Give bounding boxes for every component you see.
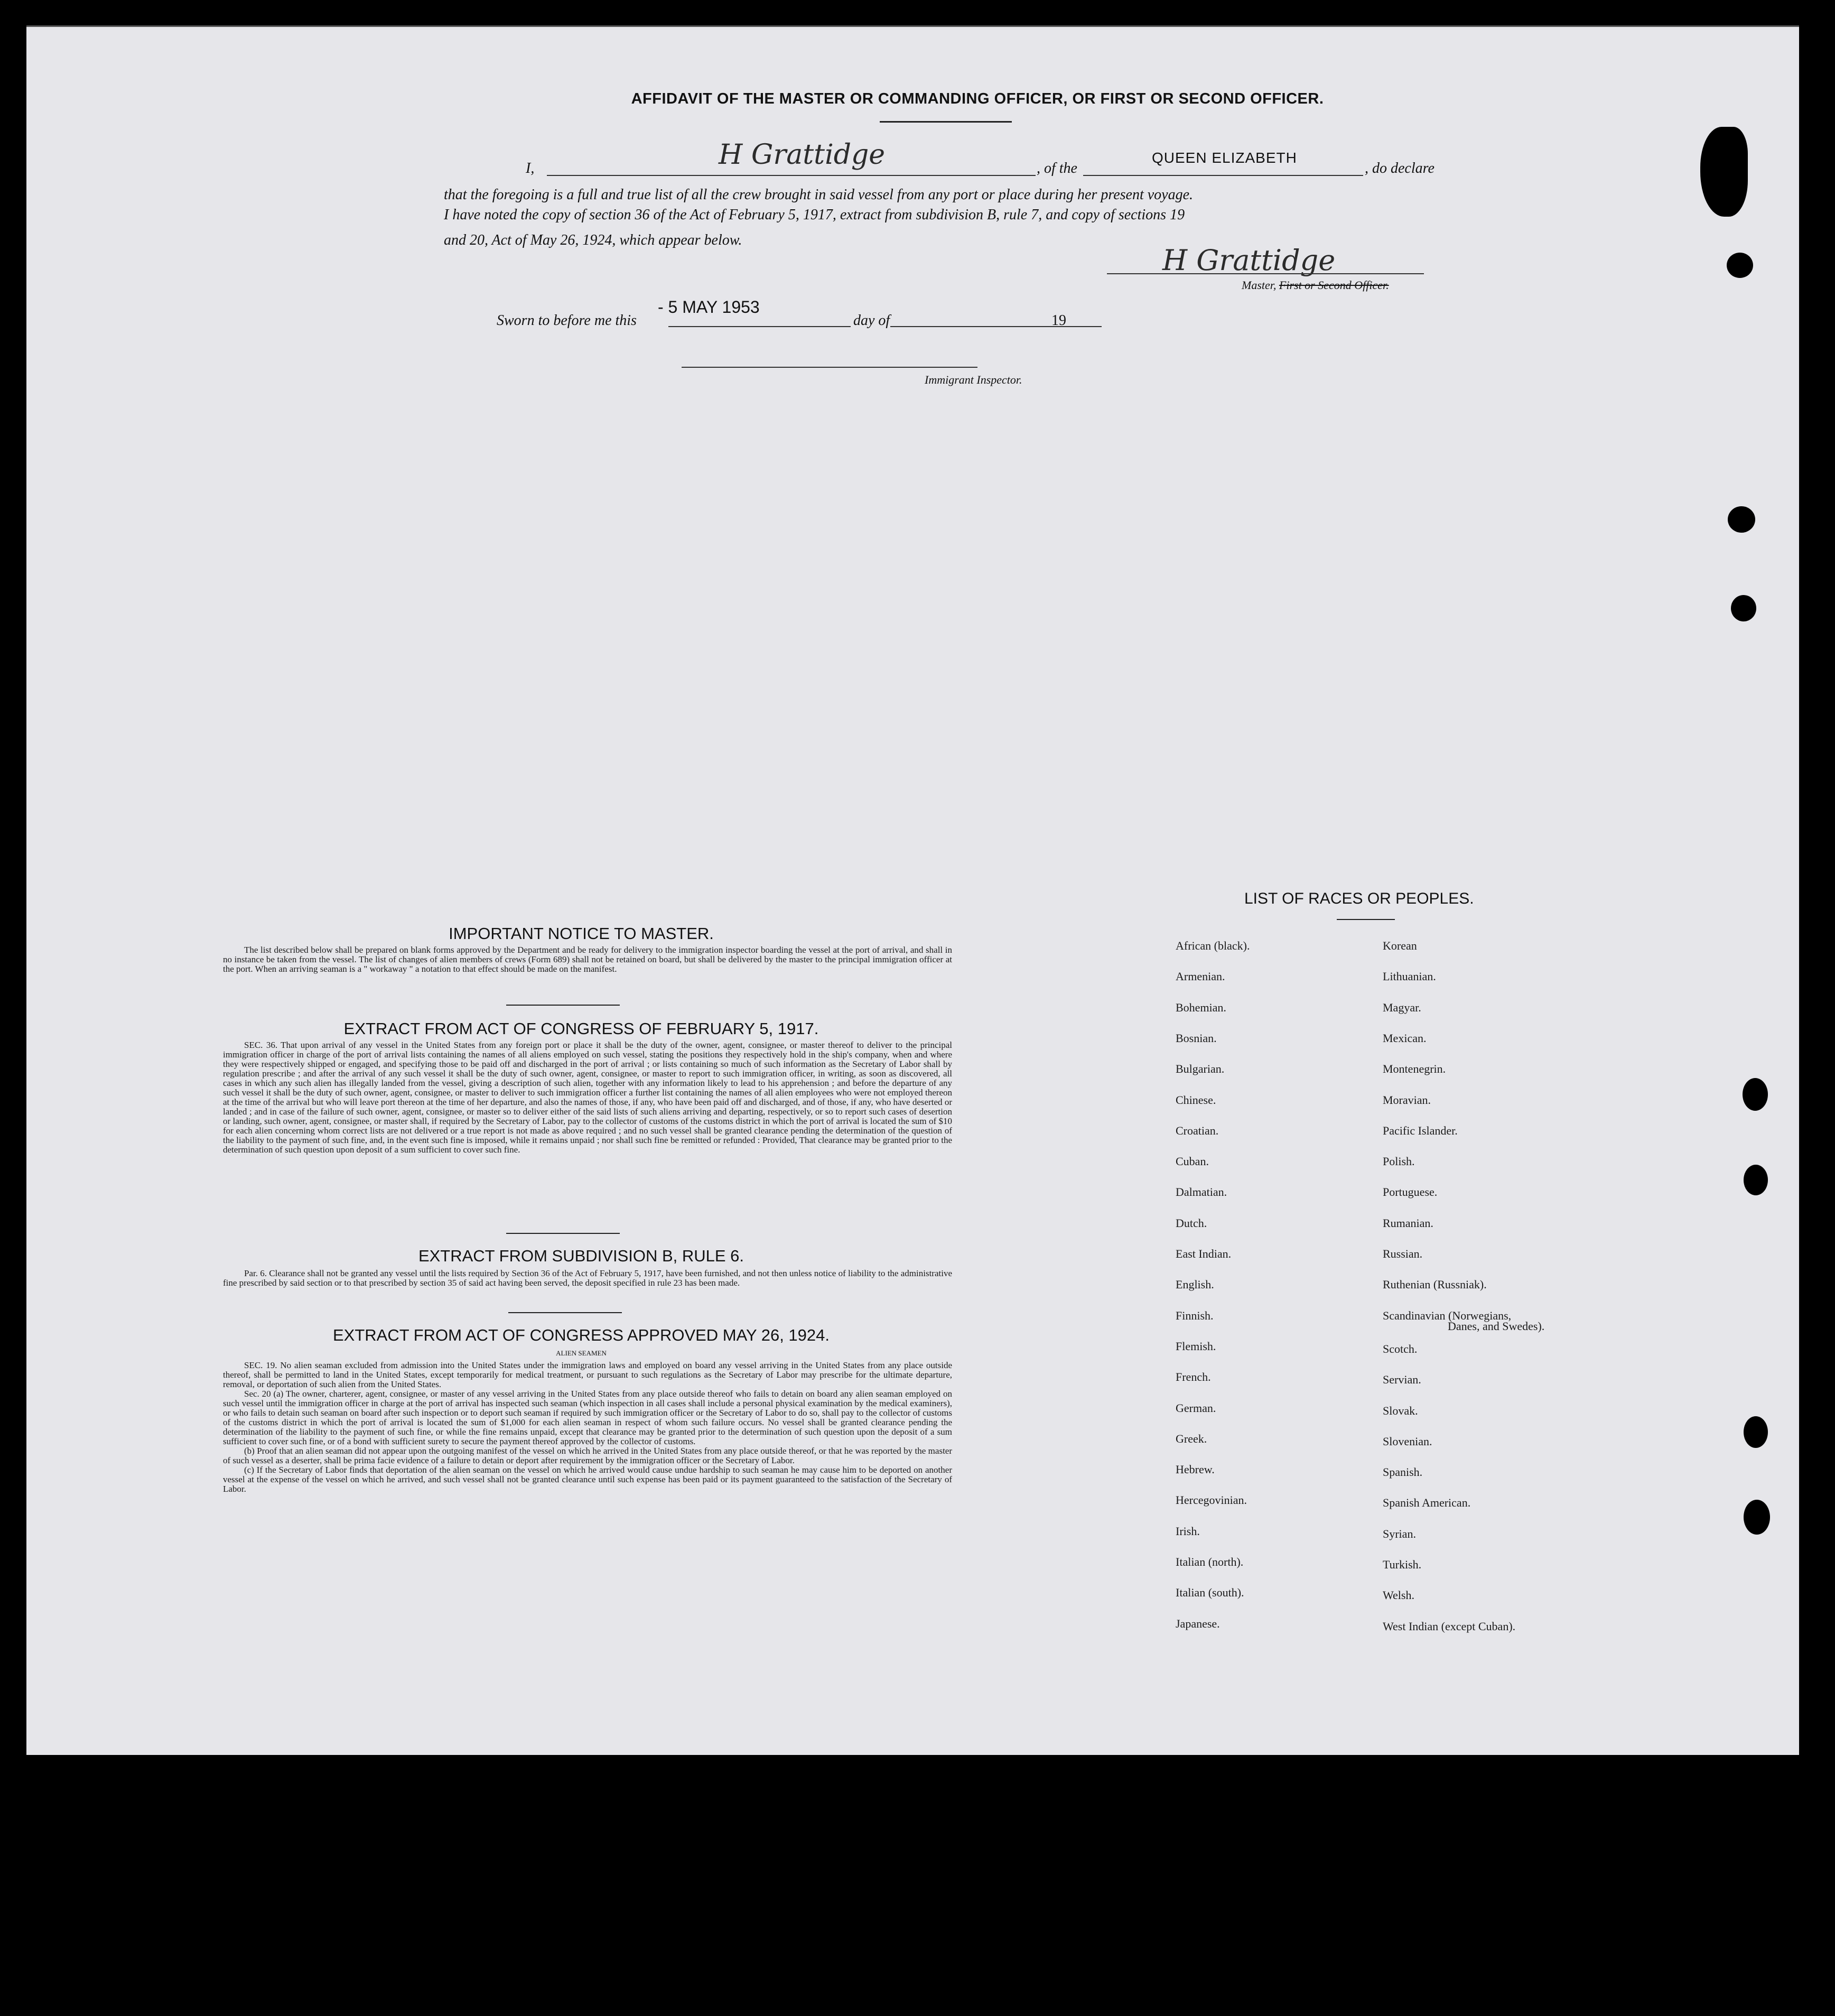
- sworn-date-line: [668, 326, 851, 327]
- race-item: Syrian.: [1383, 1527, 1416, 1540]
- month-line: [890, 326, 1102, 327]
- rule-6-divider: [508, 1312, 622, 1313]
- races-rule: [1337, 919, 1395, 920]
- punch-hole: [1744, 1165, 1768, 1195]
- extract-1917-title: EXTRACT FROM ACT OF CONGRESS OF FEBRUARY 5, 1917.: [343, 1019, 819, 1038]
- race-item: Italian (north).: [1176, 1555, 1244, 1568]
- of-the-label: , of the: [1037, 160, 1077, 176]
- race-item: East Indian.: [1176, 1247, 1232, 1260]
- punch-hole: [1744, 1500, 1770, 1535]
- race-item: Cuban.: [1176, 1155, 1209, 1168]
- race-item: Spanish.: [1383, 1465, 1423, 1479]
- master-signature: H Grattidge: [1162, 244, 1336, 277]
- race-item: Armenian.: [1176, 970, 1225, 983]
- race-item: Korean: [1383, 939, 1417, 952]
- race-item: Pacific Islander.: [1383, 1123, 1458, 1137]
- race-item: Polish.: [1383, 1155, 1415, 1168]
- vessel-line: [1083, 175, 1363, 176]
- punch-hole: [1728, 506, 1755, 533]
- rule-6-title: EXTRACT FROM SUBDIVISION B, RULE 6.: [418, 1247, 744, 1265]
- notice-text: [223, 945, 952, 974]
- race-item: Flemish.: [1176, 1339, 1216, 1353]
- race-item: Mexican.: [1383, 1031, 1427, 1045]
- extract-1917-divider: [506, 1233, 620, 1234]
- race-item: Slovak.: [1383, 1404, 1418, 1417]
- inspector-line: [682, 367, 977, 368]
- race-item: Servian.: [1383, 1373, 1421, 1387]
- race-item: English.: [1176, 1278, 1214, 1292]
- race-item: Montenegrin.: [1383, 1062, 1446, 1076]
- race-item: Croatian.: [1176, 1123, 1219, 1137]
- race-item: Welsh.: [1383, 1588, 1414, 1602]
- extract-1924-title: EXTRACT FROM ACT OF CONGRESS APPROVED MAY 26, 1924.: [332, 1326, 830, 1344]
- race-item: Portuguese.: [1383, 1185, 1438, 1199]
- sworn-label: Sworn to before me this: [497, 312, 637, 329]
- struck-officer-text: First or Second Officer.: [1279, 278, 1389, 292]
- name-line: [547, 175, 1036, 176]
- race-item: Italian (south).: [1176, 1586, 1244, 1600]
- sec-20a-paragraph: Sec. 20 (a) The owner, charterer, agent, consignee, or master of any vessel arriving in the United States from any place outside thereof who fails to detain on board any alien seaman employed on such vessel until the immigration officer in charge at the port of arrival has inspected such seaman (which inspection in all cases shall include a personal physical examination by the medical examiners), or who fails to detain such seaman on board after such inspection or to deport such seaman if required by such immigration officer or the Secretary of Labor to do so, shall pay to the collector of customs of the customs district in which the port of arrival is located the sum of $1,000 for each alien seaman in respect of whom such failure occurs. No vessel shall be granted clearance pending the determination of the liability to the payment of such fine, or while the fine remains unpaid, except that clearance may be granted prior to the determination of such question upon the deposit of a sum sufficient to cover such fine, or of a bond with sufficient surety to secure the payment thereof approved by the collector of customs.: [223, 1389, 952, 1446]
- punch-hole: [1743, 1078, 1768, 1111]
- race-item: Bosnian.: [1176, 1031, 1217, 1045]
- affidavit-line-2: that the foregoing is a full and true list of all the crew brought in said vessel from any port or place during her present voyage.: [444, 187, 1194, 203]
- race-item: Dutch.: [1176, 1216, 1207, 1230]
- race-item: Turkish.: [1383, 1558, 1422, 1571]
- sworn-date-stamp: - 5 MAY 1953: [658, 298, 760, 317]
- alien-seamen-subtitle: ALIEN SEAMEN: [556, 1349, 607, 1357]
- notice-divider: [506, 1005, 620, 1006]
- name-signature: H Grattidge: [719, 139, 886, 171]
- race-item: Ruthenian (Russniak).: [1383, 1278, 1487, 1292]
- sec-20c-paragraph: (c) If the Secretary of Labor finds that deportation of the alien seaman on the vessel on which he arrived would cause undue hardship to such seaman he may cause him to be deported on another vessel at the expense of the vessel on which he arrived, and such vessel shall not be granted clearance until such expense has been paid or its payment guaranteed to the satisfaction of the Secretary of Labor.: [223, 1465, 952, 1494]
- race-item: Moravian.: [1383, 1093, 1431, 1107]
- race-item: Irish.: [1176, 1524, 1200, 1538]
- extract-1924-text: [223, 1361, 952, 1494]
- race-item: Bohemian.: [1176, 1000, 1226, 1014]
- rule-6-paragraph: Par. 6. Clearance shall not be granted any vessel until the lists required by Section 36 of the Act of February 5, 1917, have been furnished, and not then unless notice of liability to the administrative fine prescribed by said section or to that prescribed by section 35 of said act having been served, the deposit specified in rule 23 has been made.: [223, 1268, 952, 1288]
- affidavit-line-3: I have noted the copy of section 36 of the Act of February 5, 1917, extract from subdivision B, rule 7, and copy of sections 19: [444, 207, 1185, 223]
- punch-hole: [1731, 595, 1756, 621]
- race-item: Rumanian.: [1383, 1216, 1433, 1230]
- document-page: [26, 25, 1799, 1755]
- race-item: Japanese.: [1176, 1616, 1220, 1630]
- race-item: German.: [1176, 1401, 1216, 1415]
- sec-20b-paragraph: (b) Proof that an alien seaman did not appear upon the outgoing manifest of the vessel on which he arrived in the United States from any place outside thereof, or that he was reported by the master of such vessel as a deserter, shall be prima facie evidence of a failure to detain or deport after requirement by the immigration officer or the Secretary of Labor.: [223, 1446, 952, 1465]
- race-item: Spanish American.: [1383, 1496, 1471, 1510]
- race-item: Magyar.: [1383, 1000, 1421, 1014]
- master-line: [1107, 273, 1424, 274]
- year-prefix: 19: [1051, 312, 1066, 329]
- i-label: I,: [526, 160, 535, 176]
- race-item: Russian.: [1383, 1247, 1423, 1260]
- races-title: LIST OF RACES OR PEOPLES.: [1244, 890, 1474, 907]
- day-of-label: day of: [853, 312, 890, 329]
- inspector-label: Immigrant Inspector.: [925, 373, 1022, 386]
- sec-36-paragraph: SEC. 36. That upon arrival of any vessel in the United States from any foreign port or place it shall be the duty of the owner, agent, consignee, or master thereof to deliver to the principal immigration officer in charge of the port of arrival lists containing the names of all aliens employed on such vessel, stating the positions they respectively hold in the ship's company, when and where they were respectively shipped or engaged, and specifying those to be paid off and discharged in the port of arrival ; or lists containing so much of such information as the Secretary of Labor shall by regulation prescribe ; and after the arrival of any such vessel it shall be the duty of such owner, agent, consignee, or master to report to such immigration officer, in writing, as soon as discovered, all cases in which any such alien has illegally landed from the vessel, giving a description of such alien, together with any information likely to lead to his apprehension ; and before the departure of any such vessel it shall be the duty of such owner, agent, consignee, or master to deliver to such immigration officer a further list containing the names of all alien employees who were not employed thereon at the time of the arrival but who will leave port thereon at the time of her departure, and also the names of those, if any, who have been paid off and discharged, and of those, if any, who have deserted or landed ; and in case of the failure of such owner, agent, consignee, or master so to deliver either of the said lists of such aliens arriving and departing, respectively, or so to report such cases of desertion or landing, such owner, agent, consignee, or master shall, if required by the Secretary of Labor, pay to the collector of customs of the customs district in which the port of arrival is located the sum of $10 for each alien concerning whom correct lists are not delivered or a true report is not made as above required ; and no such vessel shall be granted clearance pending the determination of the question of the liability to the payment of such fine, and, in the event such fine is imposed, while it remains unpaid ; nor shall such fine be remitted or refunded : Provided, That clearance may be granted prior to the determination of such question upon deposit of a sum sufficient to cover such fine.: [223, 1040, 952, 1155]
- race-item: Scandinavian (Norwegians,: [1383, 1308, 1512, 1322]
- race-item: Scotch.: [1383, 1342, 1418, 1355]
- race-item: Greek.: [1176, 1432, 1207, 1445]
- race-item: Dalmatian.: [1176, 1185, 1227, 1199]
- extract-1917-text: [223, 1040, 952, 1155]
- punch-hole: [1727, 253, 1753, 278]
- race-item: Hebrew.: [1176, 1463, 1215, 1476]
- notice-title: IMPORTANT NOTICE TO MASTER.: [449, 924, 714, 943]
- race-item: Hercegovinian.: [1176, 1493, 1247, 1507]
- notice-paragraph: The list described below shall be prepared on blank forms approved by the Department and be ready for delivery to the immigration inspector boarding the vessel at the port of arrival, and shall in no instance be taken from the vessel. The list of changes of alien members of crews (Form 689) shall not be retained on board, but shall be delivered by the master to the principal immigration officer at the port. When an arriving seaman is a " workaway " a notation to that effect should be made on the manifest.: [223, 945, 952, 974]
- page-tear: [1700, 127, 1748, 217]
- vessel-name: QUEEN ELIZABETH: [1152, 150, 1297, 166]
- affidavit-line-4: and 20, Act of May 26, 1924, which appear below.: [444, 232, 742, 248]
- sec-19-paragraph: SEC. 19. No alien seaman excluded from admission into the United States under the immigration laws and employed on board any vessel arriving in the United States from any place outside thereof, shall be permitted to land in the United States, except temporarily for medical treatment, or pursuant to such regulations as the Secretary of Labor may prescribe for the ultimate departure, removal, or deportation of such alien from the United States.: [223, 1360, 952, 1389]
- race-item: West Indian (except Cuban).: [1383, 1619, 1516, 1633]
- race-item: Slovenian.: [1383, 1434, 1432, 1448]
- rule-6-text: [223, 1269, 952, 1288]
- affidavit-title: AFFIDAVIT OF THE MASTER OR COMMANDING OFFICER, OR FIRST OR SECOND OFFICER.: [631, 90, 1324, 107]
- do-declare-label: , do declare: [1365, 160, 1435, 176]
- race-item: Lithuanian.: [1383, 970, 1436, 983]
- race-item: Bulgarian.: [1176, 1062, 1225, 1076]
- scandinavian-continuation: Danes, and Swedes).: [1448, 1320, 1545, 1333]
- master-label-text: Master,: [1242, 278, 1277, 292]
- race-item: Finnish.: [1176, 1308, 1214, 1322]
- race-item: French.: [1176, 1370, 1211, 1384]
- punch-hole: [1744, 1416, 1768, 1448]
- race-item: Chinese.: [1176, 1093, 1216, 1107]
- title-rule: [880, 121, 1012, 123]
- master-label: [1242, 278, 1389, 292]
- race-item: African (black).: [1176, 939, 1250, 952]
